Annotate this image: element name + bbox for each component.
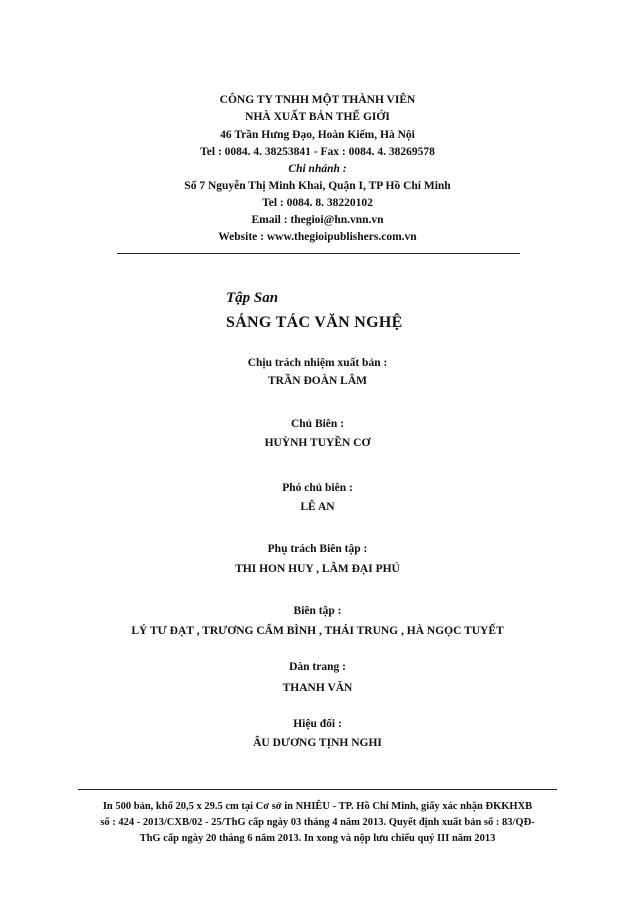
footer-line-2: số : 424 - 2013/CXB/02 - 25/ThG cấp ngày 03 tháng 4 năm 2013. Quyết định xuất bản số : 83/QĐ- xyxy=(100,817,535,828)
credit-role-editor-in-chief: Chủ Biên : xyxy=(290,418,345,430)
branch-address: Số 7 Nguyễn Thị Minh Khai, Quận I, TP Hồ Chí Minh xyxy=(184,180,451,192)
footer-line-1: In 500 bản, khổ 20,5 x 29.5 cm tại Cơ sở in NHIÊU - TP. Hồ Chí Minh, giấy xác nhận ĐKKHXB xyxy=(102,801,533,812)
publisher-contact: Tel : 0084. 4. 38253841 - Fax : 0084. 4. 38269578 xyxy=(200,146,435,158)
credit-name-managing-editor: THI HON HUY , LÂM ĐẠI PHÚ xyxy=(235,563,400,575)
magazine-label: Tập San xyxy=(226,290,279,306)
publisher-address: 46 Trần Hưng Đạo, Hoàn Kiếm, Hà Nội xyxy=(220,129,415,141)
credit-role-publisher: Chịu trách nhiệm xuất bản : xyxy=(247,357,388,369)
header-divider xyxy=(117,253,520,254)
branch-heading: Chi nhánh : xyxy=(288,163,347,175)
publisher-website: Website : www.thegioipublishers.com.vn xyxy=(218,231,417,243)
footer-line-3: ThG cấp ngày 20 tháng 6 năm 2013. In xong và nộp lưu chiểu quý III năm 2013 xyxy=(139,833,496,844)
credit-name-layout: THANH VĂN xyxy=(282,682,353,694)
credit-role-editors: Biên tập : xyxy=(293,605,342,617)
credit-name-editors: LÝ TƯ ĐẠT , TRƯƠNG CẨM BÌNH , THÁI TRUNG , HÀ NGỌC TUYẾT xyxy=(131,625,504,637)
credit-role-deputy-editor: Phó chủ biên : xyxy=(282,482,353,494)
publisher-company: CÔNG TY TNHH MỘT THÀNH VIÊN xyxy=(219,94,416,106)
publisher-name: NHÀ XUẤT BẢN THẾ GIỚI xyxy=(245,111,390,123)
branch-tel: Tel : 0084. 8. 38220102 xyxy=(262,197,373,209)
footer-divider xyxy=(78,789,557,790)
credit-name-editor-in-chief: HUỲNH TUYỀN CƠ xyxy=(264,437,371,449)
credit-name-deputy-editor: LÊ AN xyxy=(300,501,335,513)
credit-name-proofreader: ÂU DƯƠNG TỊNH NGHI xyxy=(253,737,382,749)
credit-role-proofreader: Hiệu đối : xyxy=(293,718,342,730)
credit-role-managing-editor: Phụ trách Biên tập : xyxy=(267,543,368,555)
credit-role-layout: Dàn trang : xyxy=(289,661,346,673)
credit-name-publisher: TRẦN ĐOÀN LÂM xyxy=(267,375,368,387)
publisher-email: Email : thegioi@hn.vnn.vn xyxy=(251,214,384,226)
magazine-title: SÁNG TÁC VĂN NGHỆ xyxy=(226,314,403,331)
